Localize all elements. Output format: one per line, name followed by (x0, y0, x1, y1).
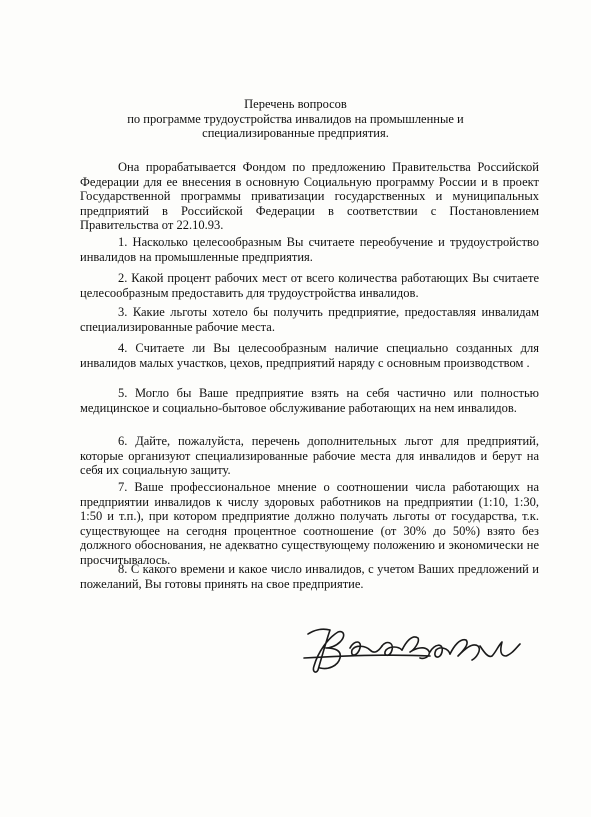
document-title (60, 97, 531, 141)
question-1: 1. Насколько целесообразным Вы считаете переобучение и трудоустройство инвалидов на промышленные предприятия. (80, 235, 539, 264)
question-7: 7. Ваше профессиональное мнение о соотношении числа работающих на предприятии инвалидов к числу здоровых работников на предприятии (1:10, 1:30, 1:50 и т.п.), при котором предприятие должно получать льготы от государства, т.к. существующее на сегодня процентное соотношение (от 30% до 50%) взято без должного обоснования, не адекватно существующему положению и экономически не просчитывалось. (80, 480, 539, 567)
title-line-2: по программе трудоустройства инвалидов на промышленные и (127, 111, 464, 126)
title-line-1: Перечень вопросов (244, 97, 347, 111)
title-line-3: специализированные предприятия. (202, 126, 389, 140)
question-6: 6. Дайте, пожалуйста, перечень дополнительных льгот для предприятий, которые организуют специализированные рабочие места для инвалидов и берут на себя их социальную защиту. (80, 434, 539, 477)
question-5: 5. Могло бы Ваше предприятие взять на себя частично или полностью медицинское и социально-бытовое обслуживание работающих на нем инвалидов. (80, 386, 539, 415)
question-3: 3. Какие льготы хотело бы получить предприятие, предоставляя инвалидам специализированные рабочие места. (80, 305, 539, 334)
question-2: 2. Какой процент рабочих мест от всего количества работающих Вы считаете целесообразным предоставить для трудоустройства инвалидов. (80, 271, 539, 300)
question-4: 4. Считаете ли Вы целесообразным наличие специально созданных для инвалидов малых участков, цехов, предприятий наряду с основным производством . (80, 341, 539, 370)
question-8: 8. С какого времени и какое число инвалидов, с учетом Ваших предложений и пожеланий, Вы готовы принять на свое предприятие. (80, 562, 539, 591)
intro-paragraph: Она прорабатывается Фондом по предложению Правительства Российской Федерации для ее внесения в основную Социальную программу России и в проект Государственной программы приватизации государственных и муниципальных предприятий в Российской Федерации в соответствии с Постановлением Правительства от 22.10.93. (80, 160, 539, 232)
handwritten-signature (300, 612, 530, 682)
